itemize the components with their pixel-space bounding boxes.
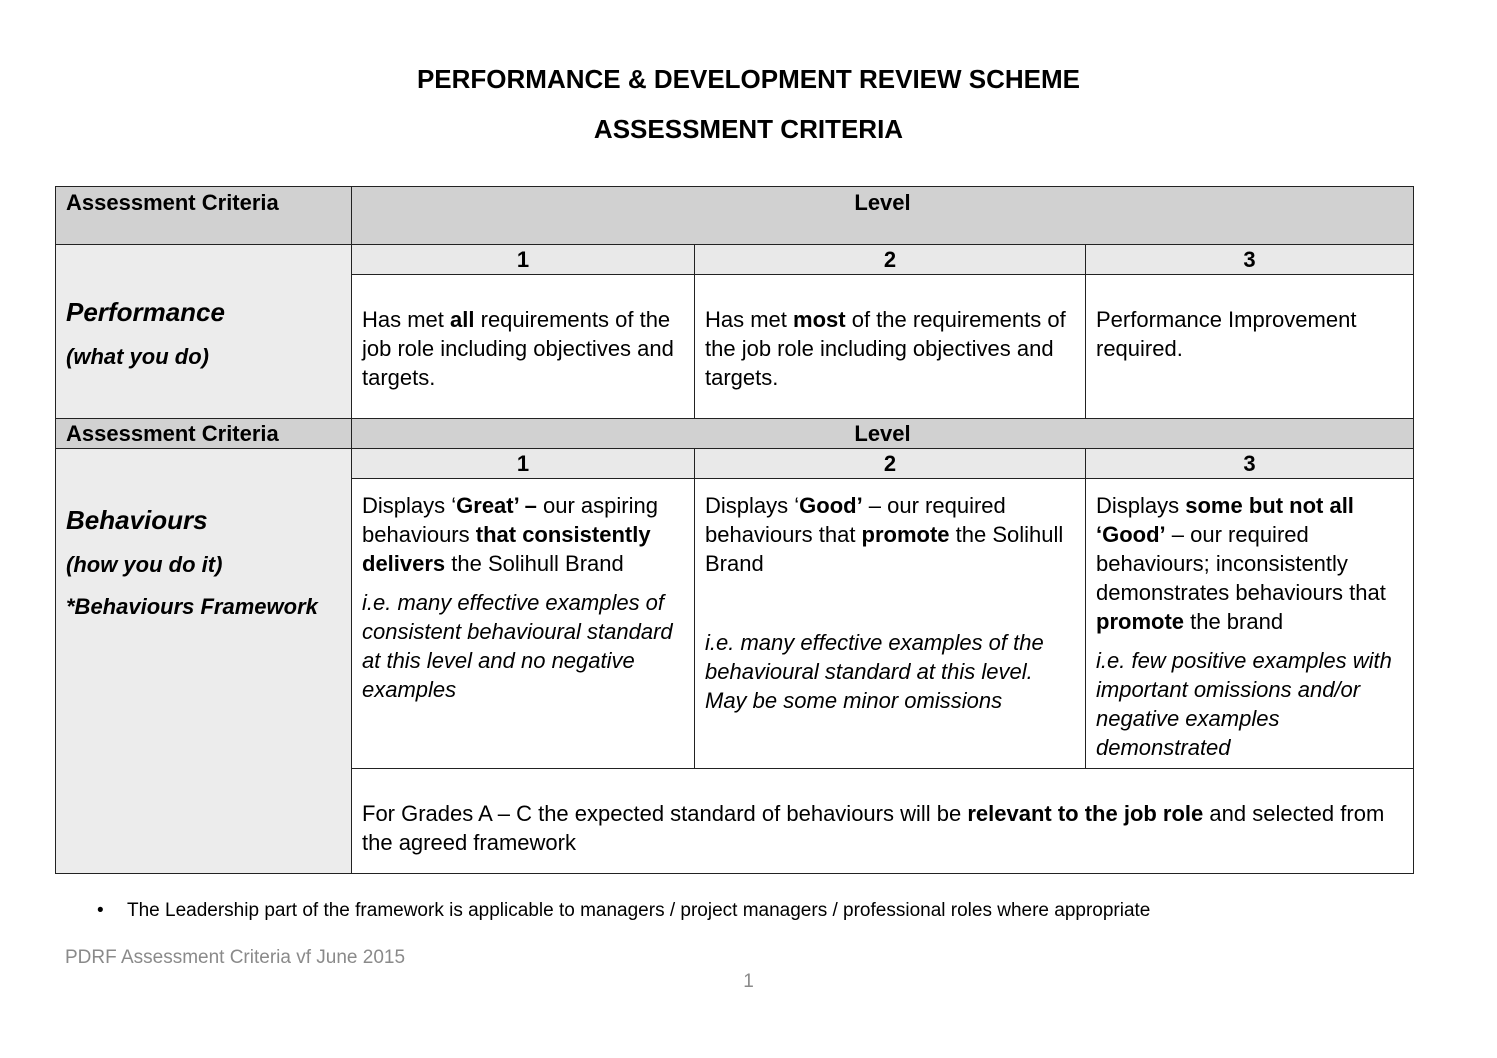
behaviours-level-2-example: i.e. many effective examples of the behavioural standard at this level. May be some minor omissions (705, 630, 1044, 713)
behaviours-criteria-cell (56, 449, 352, 874)
level-2-label-2: 2 (695, 449, 1086, 479)
performance-level-2: Has met most of the requirements of the job role including objectives and targets. (695, 275, 1086, 419)
behaviours-framework-note: *Behaviours Framework (66, 594, 318, 619)
performance-level-3: Performance Improvement required. (1086, 275, 1414, 419)
behaviours-level-1: Displays ‘Great’ – our aspiring behaviours that consistently delivers the Solihull Brand i.e. many effective examples of consistent behavioural standard at this level and no negative examples (352, 479, 695, 769)
level-header-2: Level (352, 419, 1414, 449)
leadership-bullet (97, 900, 1150, 922)
table-header-row (56, 187, 1414, 245)
bullet-icon: • (97, 900, 104, 921)
behaviours-level-1-example: i.e. many effective examples of consistent behavioural standard at this level and no negative examples (362, 590, 673, 702)
performance-level-1: Has met all requirements of the job role including objectives and targets. (352, 275, 695, 419)
level-number-row (56, 245, 1414, 275)
behaviours-level-2: Displays ‘Good’ – our required behaviours that promote the Solihull Brand i.e. many effective examples of the behavioural standard at this level. May be some minor omissions (695, 479, 1086, 769)
behaviours-subtitle: (how you do it) (66, 552, 223, 577)
page-number: 1 (743, 971, 754, 992)
level-1-label-2: 1 (352, 449, 695, 479)
behaviours-level-3: Displays some but not all ‘Good’ – our required behaviours; inconsistently demonstrates behaviours that promote the brand i.e. few positive examples with important omissions and/or negative examples demonstrated (1086, 479, 1414, 769)
level-2-label: 2 (695, 245, 1086, 275)
performance-subtitle: (what you do) (66, 344, 209, 369)
level-header: Level (352, 187, 1414, 245)
behaviours-level-3-example: i.e. few positive examples with important omissions and/or negative examples demonstrated (1096, 648, 1392, 760)
document-title: PERFORMANCE & DEVELOPMENT REVIEW SCHEME (416, 64, 1081, 94)
criteria-header: Assessment Criteria (56, 187, 352, 245)
document-subtitle: ASSESSMENT CRITERIA (593, 114, 904, 144)
performance-title: Performance (66, 297, 225, 327)
table-header-row-2 (56, 419, 1414, 449)
level-3-label: 3 (1086, 245, 1414, 275)
behaviours-title: Behaviours (66, 505, 208, 535)
assessment-criteria-table (55, 186, 1414, 874)
performance-criteria-cell (56, 245, 352, 419)
criteria-header-2: Assessment Criteria (56, 419, 352, 449)
level-number-row-2 (56, 449, 1414, 479)
level-3-label-2: 3 (1086, 449, 1414, 479)
behaviours-grade-note: For Grades A – C the expected standard of behaviours will be relevant to the job role and selected from the agreed framework (352, 769, 1414, 874)
leadership-bullet-text: The Leadership part of the framework is applicable to managers / project managers / professional roles where appropriate (127, 900, 1151, 921)
footer-label: PDRF Assessment Criteria vf June 2015 (65, 947, 406, 968)
level-1-label: 1 (352, 245, 695, 275)
